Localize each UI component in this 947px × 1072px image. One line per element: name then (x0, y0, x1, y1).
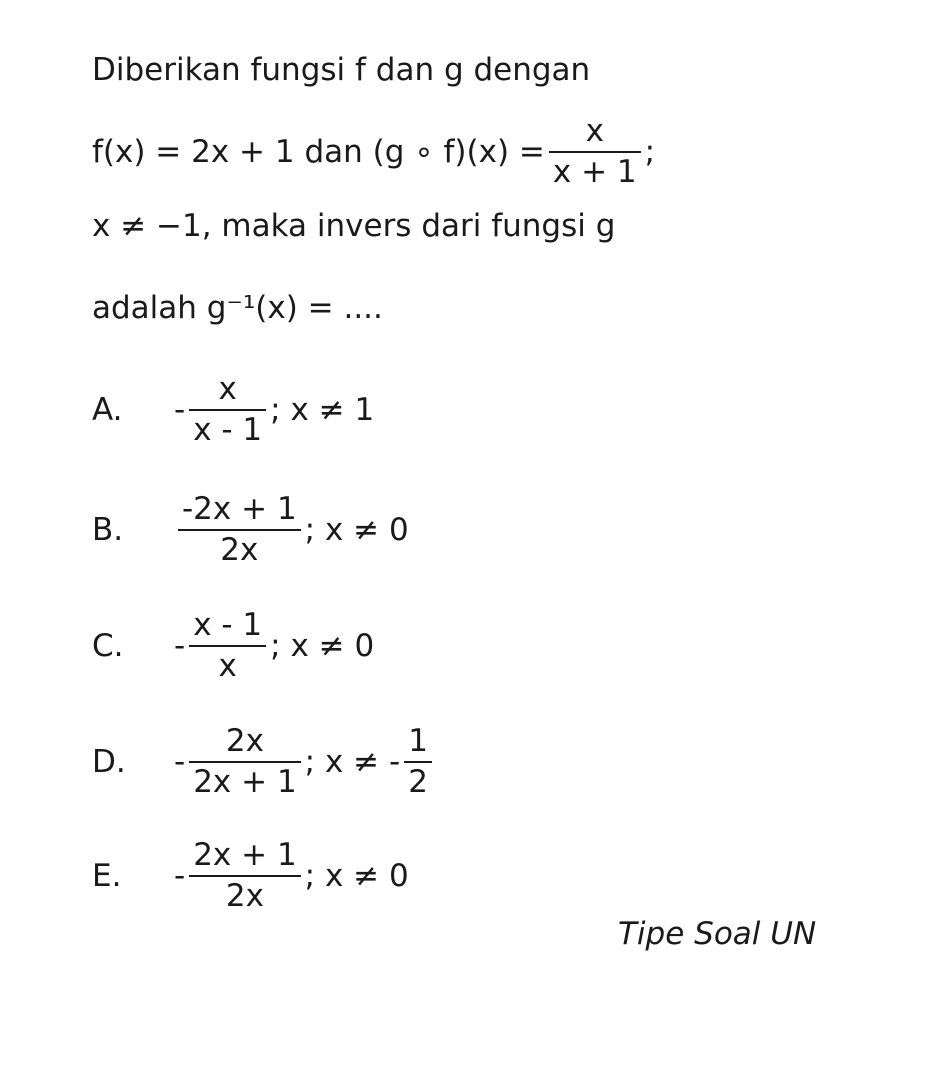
option-d-suffix-numerator: 1 (408, 723, 428, 759)
option-e-suffix: ; x ≠ 0 (304, 857, 409, 894)
option-c-letter: C. (92, 627, 124, 664)
option-d[interactable] (92, 722, 436, 802)
option-c-numerator: x - 1 (193, 607, 263, 643)
option-b-numerator: -2x + 1 (182, 491, 297, 527)
gof-fraction (549, 112, 641, 192)
question-line-2-left: f(x) = 2x + 1 dan (g ∘ f)(x) = (92, 133, 545, 170)
option-d-suffix-fraction (404, 722, 432, 802)
option-b-letter: B. (92, 511, 124, 548)
question-line-4-text: adalah g⁻¹(x) = .... (92, 290, 383, 326)
question-line-1 (92, 52, 590, 88)
option-a-prefix: - (174, 391, 186, 428)
option-c-prefix: - (174, 627, 186, 664)
option-b[interactable] (92, 490, 409, 570)
question-line-4 (92, 290, 383, 326)
question-line-3-text: x ≠ −1, maka invers dari fungsi g (92, 208, 616, 244)
option-b-fraction (178, 490, 301, 570)
option-d-suffix: ; x ≠ - (304, 743, 401, 780)
gof-fraction-denominator: x + 1 (552, 153, 637, 190)
option-a[interactable] (92, 370, 374, 450)
option-a-letter: A. (92, 391, 123, 428)
question-line-2 (92, 112, 655, 192)
option-e-numerator: 2x + 1 (193, 837, 297, 873)
option-c-denominator: x (218, 647, 237, 684)
option-a-suffix: ; x ≠ 1 (270, 391, 375, 428)
option-c-suffix: ; x ≠ 0 (270, 627, 375, 664)
option-d-fraction (189, 722, 300, 802)
question-line-1-text: Diberikan fungsi f dan g dengan (92, 52, 591, 88)
option-d-prefix: - (174, 743, 186, 780)
option-d-letter: D. (92, 743, 126, 780)
tipe-soal-label: Tipe Soal UN (618, 916, 817, 952)
option-e-fraction (189, 836, 300, 916)
option-d-numerator: 2x (225, 723, 264, 759)
question-line-3 (92, 208, 615, 244)
option-b-denominator: 2x (220, 531, 259, 568)
option-e-prefix: - (174, 857, 186, 894)
option-d-denominator: 2x + 1 (193, 763, 297, 800)
option-c[interactable] (92, 606, 374, 686)
option-d-suffix-denominator: 2 (408, 763, 428, 800)
gof-fraction-numerator: x (585, 113, 604, 149)
option-a-denominator: x - 1 (193, 411, 263, 448)
option-e-letter: E. (92, 857, 122, 894)
option-c-fraction (189, 606, 266, 686)
option-a-numerator: x (218, 371, 237, 407)
option-e-denominator: 2x (225, 877, 264, 914)
option-a-fraction (189, 370, 266, 450)
question-line-2-right: ; (644, 133, 656, 170)
option-b-suffix: ; x ≠ 0 (304, 511, 409, 548)
option-e[interactable] (92, 836, 409, 916)
